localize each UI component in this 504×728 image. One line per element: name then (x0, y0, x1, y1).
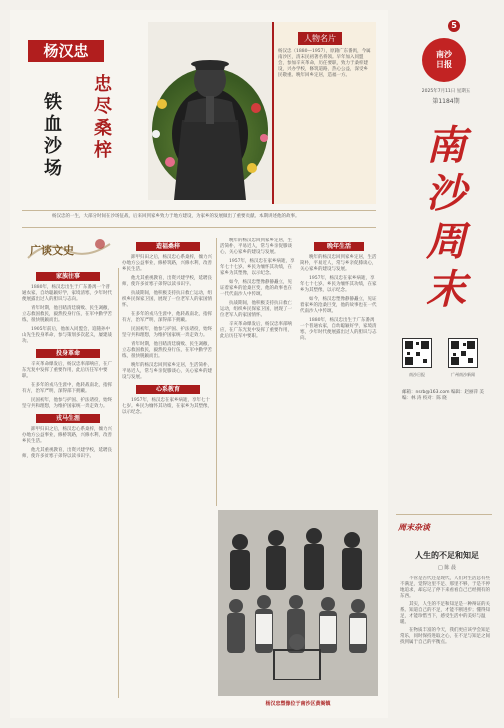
page-number: 5 (448, 20, 460, 32)
col2-para-5: 民国初年，他参与护国、护法诸役，始终坚守共和理想，为维护国家统一奔走效力。 (122, 327, 212, 338)
subhead-hometown: 造福桑梓 (136, 242, 200, 251)
column-logo: 周末杂谈 (398, 522, 430, 532)
essay-author: □ 陈 晨 (438, 565, 456, 571)
masthead-column (392, 10, 496, 718)
person-box-label: 人物名片 (298, 32, 342, 45)
col4-para-4: 1880年，杨汉忠出生于广东番禺一个普通农家，自幼聪颖好学，家境清寒，少年时代便展露出过人的胆识与志向。 (300, 318, 377, 341)
essay-title: 人生的不足和知足 (415, 551, 479, 560)
headline-col1: 忠尽桑梓 (94, 74, 112, 161)
hero-name: 杨汉忠 (28, 40, 104, 62)
qr-label-1: 南沙日报 (409, 372, 425, 377)
person-profile-box (272, 22, 376, 204)
essay-para-2: 其实，人生的不足和知足是一种辩证的关系。知道自己的不足，才能不断进步；懂得知足，才能珍惜当下，感受生活中的美好与温暖。 (400, 602, 490, 625)
col1-para-5: 在多年的戎马生涯中，他转战南北，指挥有方，治军严明，深得部下拥戴。 (22, 383, 112, 394)
essay-para-1: 不管是古代还是现代，人们对生活总有些不满足，觉得这里不足、那里不够，于是不停地追求，却忘记了停下来看看自己已经拥有的东西。 (400, 576, 490, 599)
column-divider (118, 268, 119, 698)
col3-para-5: 辛亥革命爆发后，杨汉忠率部响应，在广东光复中发挥了重要作用，此后历任军中要职。 (220, 322, 292, 339)
brand-line-2: 日报 (436, 60, 452, 69)
brand-line-1: 南沙 (436, 50, 452, 59)
hero-block (22, 22, 290, 204)
col1-para-2: 青年时期，他目睹清廷腐败、民生凋敝，立志救国救民，毅然投身行伍，在军中勤学苦练，很快脱颖而出。 (22, 306, 112, 323)
text-column-2 (122, 238, 214, 698)
feature-caption: 杨汉忠的一生，大部分时间在沙场征战，后来回到家乡致力于地方建设，为家乡的发展做出了重要贡献。本期讲述他的故事。 (22, 210, 376, 228)
essay-body (400, 576, 494, 716)
subhead-family: 家族往事 (36, 272, 100, 281)
text-column-3 (220, 238, 296, 506)
main-feature (10, 10, 388, 718)
col1-para-7: 卸甲归田之后，杨汉忠心系桑梓，倾力兴办地方公益事业，修桥筑路，兴修水利，改善乡民生活。 (22, 427, 112, 444)
essay-para-3: 在物质丰富的今天，我们更应该学会知足常乐，同时保持进取之心，在不足与知足之间找到属于自己的平衡点。 (400, 628, 490, 645)
subhead-military: 戎马生涯 (36, 414, 100, 423)
col4-para-1: 晚年的杨汉忠回到家乡定居，生活简朴，平易近人，常与乡亲促膝谈心，关心家乡的建设与发展。 (300, 255, 377, 272)
col1-para-6: 民国初年，他参与护国、护法诸役，始终坚守共和理想，为维护国家统一奔走效力。 (22, 398, 112, 409)
col2-para-4: 在多年的戎马生涯中，他转战南北，指挥有方，治军严明，深得部下拥戴。 (122, 312, 212, 323)
col3-para-3: 如今，杨汉忠塑像静静矗立，见证着家乡的沧桑巨变，他的故事也在一代代南沙人中传颂。 (220, 280, 292, 297)
issue-date: 2025年7月11日 星期五 (421, 89, 471, 94)
col3-para-1: 晚年的杨汉忠回到家乡定居，生活简朴，平易近人，常与乡亲促膝谈心，关心家乡的建设与发展。 (220, 238, 292, 255)
qr-code-icon (448, 338, 478, 368)
col2-para-1: 卸甲归田之后，杨汉忠心系桑梓，倾力兴办地方公益事业，修桥筑路，兴修水利，改善乡民生活。 (122, 255, 212, 272)
bottom-note: 杨汉忠塑像位于南沙区黄阁镇 (265, 701, 331, 707)
section-title: 南沙周末 (426, 123, 466, 313)
issue-number: 第1184期 (432, 98, 460, 105)
subhead-education: 心系教育 (136, 385, 200, 394)
brand-logo (422, 38, 466, 82)
person-box-text: 杨汉忠（1880—1957），原籍广东番禺，今属南沙区，清末民初著名将领。早年加入同盟会，参加辛亥革命，历任要职，致力于桑梓建设，兴办学校，修筑道路，热心公益，深受乡民敬重。晚年回乡定居，造福一方。 (278, 49, 371, 78)
headline-col2: 铁血沙场 (44, 92, 62, 179)
section-logo-text: 广谈文史 (30, 244, 74, 257)
col1-para-1: 1880年，杨汉忠出生于广东番禺一个普通农家，自幼聪颖好学，家境清寒，少年时代便展露出过人的胆识与志向。 (22, 285, 112, 302)
text-column-1 (22, 268, 114, 698)
statue-photo (148, 22, 272, 200)
text-column-4 (300, 238, 378, 506)
subhead-revolution: 投身革命 (36, 349, 100, 358)
qr-label-2: 广州南沙新闻 (451, 372, 475, 377)
col2-para-2: 他尤其重视教育，出资兴建学校，延聘良师，使许多贫寒子弟得以读书识字。 (122, 276, 212, 287)
col2-para-8: 1957年，杨汉忠在家乡病逝，享年七十七岁。乡民为缅怀其功绩，在家乡为其塑像，以示纪念。 (122, 398, 212, 415)
col2-para-6: 青年时期，他目睹清廷腐败、民生凋敝，立志救国救民，毅然投身行伍，在军中勤学苦练，很快脱颖而出。 (122, 342, 212, 359)
col4-para-2: 1957年，杨汉忠在家乡病逝，享年七十七岁。乡民为缅怀其功绩，在家乡为其塑像，以示纪念。 (300, 276, 377, 293)
family-photo (218, 510, 378, 696)
col1-para-8: 他尤其重视教育，出资兴建学校，延聘良师，使许多贫寒子弟得以读书识字。 (22, 448, 112, 459)
col3-para-4: 抗战期间，他积极支持抗日救亡运动，组织乡民保家卫国，展现了一位老军人的家国情怀。 (220, 301, 292, 318)
col3-para-2: 1957年，杨汉忠在家乡病逝，享年七十七岁。乡民为缅怀其功绩，在家乡为其塑像，以示纪念。 (220, 259, 295, 276)
col2-para-3: 抗战期间，他积极支持抗日救亡运动，组织乡民保家卫国，展现了一位老军人的家国情怀。 (122, 291, 212, 308)
qr-code-icon (402, 338, 432, 368)
col1-para-4: 辛亥革命爆发后，杨汉忠率部响应，在广东光复中发挥了重要作用，此后历任军中要职。 (22, 362, 112, 379)
contact-info: 邮箱：nsrb@163.com 编辑：赵丽萍 美编：林 涛 校对：陈 晓 (402, 390, 484, 401)
column-divider (216, 238, 217, 506)
subhead-later-life: 晚年生活 (314, 242, 364, 251)
col1-para-3: 1905年前后，他加入同盟会，追随孙中山先生投身革命，参与策划多次起义，屡建战功。 (22, 327, 112, 344)
section-logo (26, 236, 112, 262)
section-divider (396, 514, 492, 515)
col2-para-7: 晚年的杨汉忠回到家乡定居，生活简朴，平易近人，常与乡亲促膝谈心，关心家乡的建设与发展。 (122, 363, 212, 380)
col4-para-3: 如今，杨汉忠塑像静静矗立，见证着家乡的沧桑巨变，他的故事也在一代代南沙人中传颂。 (300, 297, 377, 314)
